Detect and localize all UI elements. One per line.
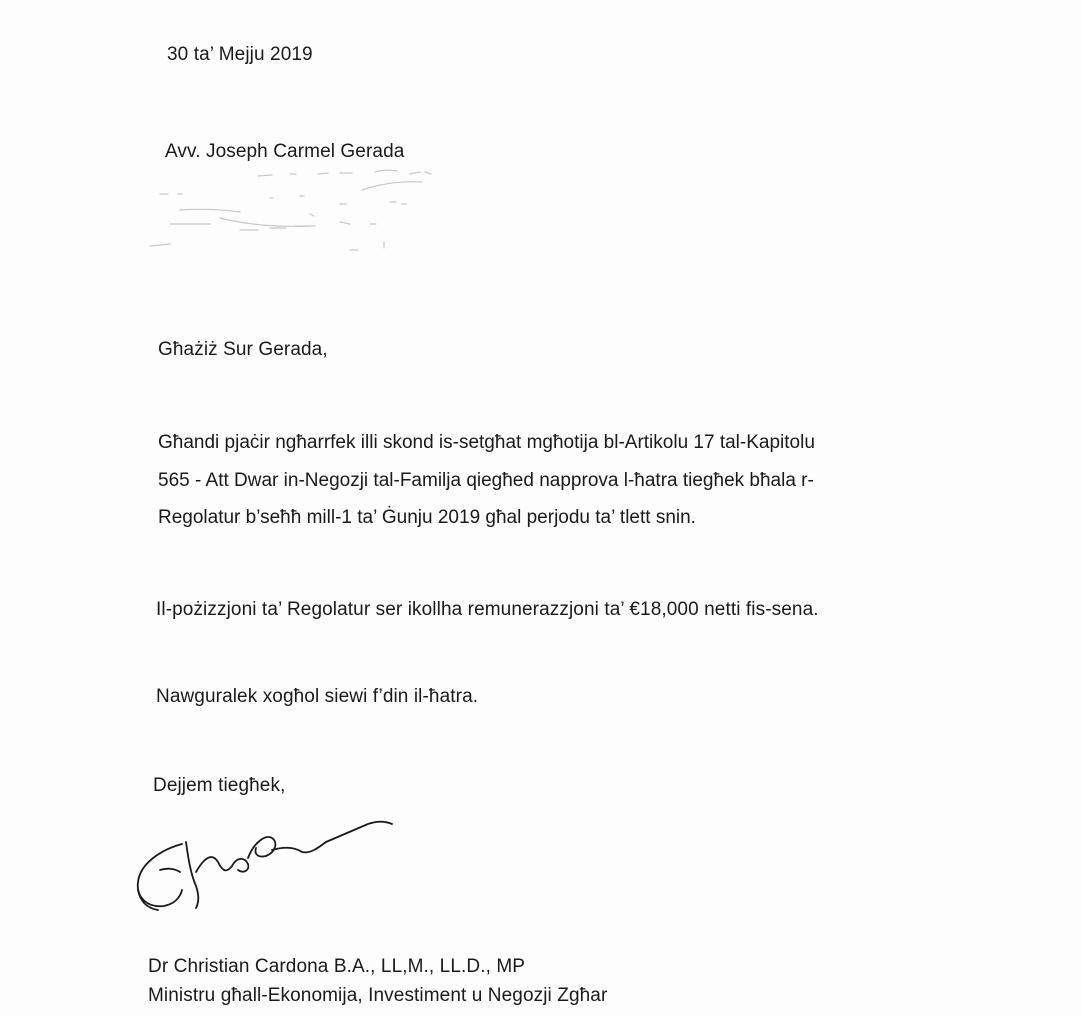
handwritten-signature	[130, 812, 430, 922]
recipient-name: Avv. Joseph Carmel Gerada	[165, 141, 405, 162]
letter-date: 30 ta’ Mejju 2019	[167, 44, 313, 65]
body-line: Regolatur b’seħħ mill-1 ta’ Ġunju 2019 għal perjodu ta’ tlett snin.	[158, 507, 696, 528]
body-paragraph	[158, 424, 815, 537]
salutation: Għażiż Sur Gerada,	[158, 339, 328, 360]
redacted-address	[140, 164, 460, 264]
signatory-name: Dr Christian Cardona B.A., LL,M., LL.D., MP	[148, 956, 526, 977]
closing: Dejjem tiegħek,	[153, 775, 286, 796]
signatory-title: Ministru għall-Ekonomija, Investiment u Negozji Zgħar	[148, 985, 608, 1006]
wishes-paragraph: Nawguralek xogħol siewi f’din il-ħatra.	[156, 686, 479, 707]
body-line: 565 - Att Dwar in-Negozji tal-Familja qiegħed napprova l-ħatra tiegħek bħala r-	[158, 469, 814, 491]
remuneration-paragraph: Il-pożizzjoni ta’ Regolatur ser ikollha remunerazzjoni ta’ €18,000 netti fis-sena.	[156, 599, 819, 620]
body-line: Għandi pjaċir ngħarrfek illi skond is-setgħat mgħotija bl-Artikolu 17 tal-Kapitolu	[158, 432, 815, 453]
